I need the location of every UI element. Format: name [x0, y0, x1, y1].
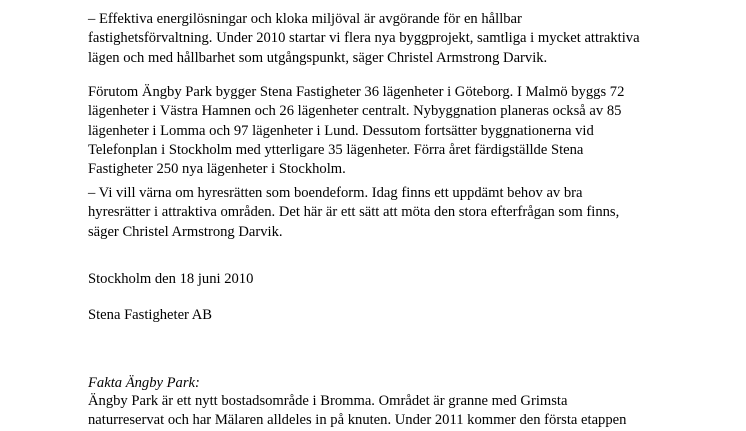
text-line: säger Christel Armstrong Darvik.: [88, 223, 283, 240]
text-line: Fastigheter 250 nya lägenheter i Stockholm.: [88, 161, 346, 178]
text-line: Ängby Park är ett nytt bostadsområde i Bromma. Området är granne med Grimsta: [88, 393, 568, 409]
quote-paragraph-rental: [88, 184, 678, 242]
text-line: – Effektiva energilösningar och kloka miljöval är avgörande för en hållbar: [88, 11, 522, 27]
text-line: Förutom Ängby Park bygger Stena Fastigheter 36 lägenheter i Göteborg. I Malmö byggs 72: [88, 84, 625, 100]
text-line: fastighetsförvaltning. Under 2010 startar vi flera nya byggprojekt, samtliga i mycket attraktiva: [88, 30, 640, 47]
text-line: – Vi vill värna om hyresrätten som boendeform. Idag finns ett uppdämt behov av bra: [88, 185, 583, 201]
fact-paragraph: [88, 392, 678, 431]
company-name: Stena Fastigheter AB: [88, 307, 213, 323]
place-date-line: Stockholm den 18 juni 2010: [88, 271, 254, 287]
text-line: lägenheter i Lomma och 97 lägenheter i Lund. Dessutom fortsätter byggnationerna vid: [88, 122, 594, 139]
text-line: hyresrätter i attraktiva områden. Det här är ett sätt att möta den stora efterfrågan som finns,: [88, 204, 620, 221]
quote-paragraph-sustainability: [88, 10, 678, 68]
text-line: naturreservat och har Mälaren alldeles in på knuten. Under 2011 kommer den första etappen: [88, 412, 627, 429]
projects-paragraph: [88, 83, 678, 179]
text-line: lägenheter i Västra Hamnen och 26 lägenheter centralt. Nybyggnation planeras också av 85: [88, 103, 622, 120]
fact-heading: Fakta Ängby Park:: [88, 375, 200, 391]
text-line: lägen och med hållbarhet som utgångspunkt, säger Christel Armstrong Darvik.: [88, 49, 548, 66]
text-line: Telefonplan i Stockholm med ytterligare 35 lägenheter. Förra året färdigställde Stena: [88, 141, 584, 158]
